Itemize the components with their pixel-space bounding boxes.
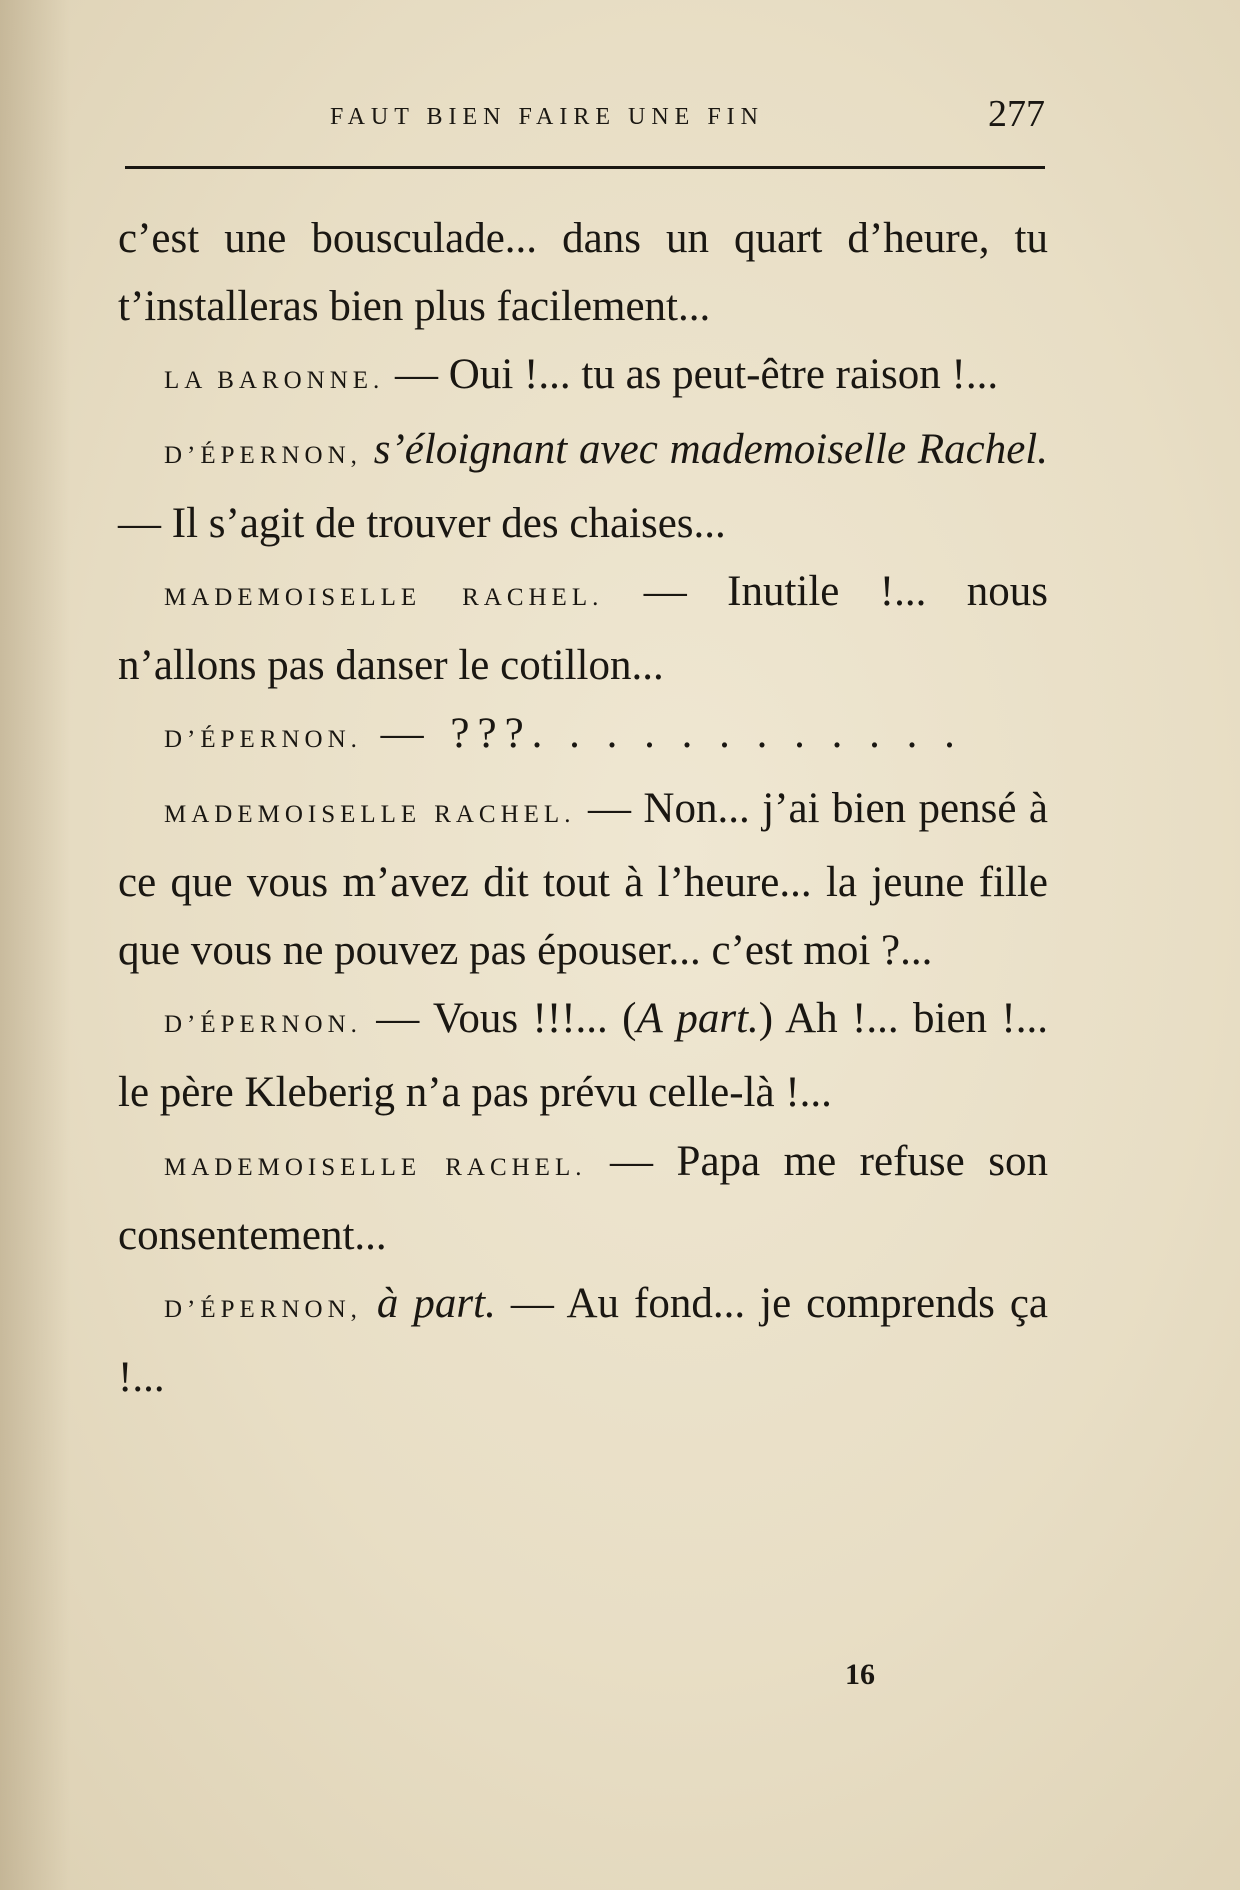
- speaker-name: MADEMOISELLE RACHEL.: [164, 800, 576, 828]
- dialogue-text: — Non... j’ai bien pensé à ce que vous m’avez dit tout à l’heure... la jeune fille que vous ne pouvez pas épouser... c’est moi ?...: [118, 784, 1048, 975]
- dialogue-baronne: [118, 341, 1048, 415]
- running-head: [125, 92, 1045, 142]
- dialogue-text: — Inutile !... nous n’allons pas danser le cotillon...: [118, 568, 1048, 690]
- dialogue-rachel-1: [118, 558, 1048, 700]
- dialogue-text: — Papa me refuse son consentement...: [118, 1137, 1048, 1259]
- page-number: 277: [988, 93, 1045, 135]
- paragraph-continued: c’est une bousculade... dans un quart d’heure, tu t’installeras bien plus facilement...: [118, 215, 1048, 331]
- dialogue-text: — Oui !... tu as peut-être raison !...: [384, 351, 999, 399]
- header-rule: [125, 166, 1045, 169]
- dialogue-epernon-3: [118, 985, 1048, 1127]
- speaker-name: D’ÉPERNON,: [164, 441, 362, 469]
- dialogue-rachel-2: [118, 775, 1048, 986]
- dialogue-text: — ???. . . . . . . . . . . .: [361, 710, 963, 758]
- gutter-shadow: [0, 0, 70, 1890]
- dialogue-epernon-1: [118, 416, 1048, 558]
- stage-direction: A part.: [636, 995, 759, 1043]
- dialogue-epernon-2: [118, 700, 1048, 774]
- dialogue-text: — Au fond... je comprends ça !...: [118, 1280, 1048, 1402]
- speaker-name: LA BARONNE.: [164, 367, 385, 395]
- speaker-name: MADEMOISELLE RACHEL.: [164, 1153, 587, 1181]
- dialogue-text: ) Ah !... bien !... le père Kleberig n’a pas prévu celle-là !...: [118, 995, 1049, 1117]
- dialogue-text: — Il s’agit de trouver des chaises...: [118, 499, 726, 547]
- speaker-name: D’ÉPERNON.: [164, 1011, 362, 1039]
- dialogue-rachel-3: [118, 1128, 1048, 1270]
- dialogue-epernon-4: [118, 1270, 1048, 1412]
- main-text: [118, 205, 1048, 1412]
- stage-direction: à part.: [361, 1280, 496, 1328]
- speaker-name: MADEMOISELLE RACHEL.: [164, 584, 604, 612]
- speaker-name: D’ÉPERNON.: [164, 726, 362, 754]
- stage-direction: s’éloignant avec mademoiselle Rachel.: [361, 425, 1048, 473]
- signature-mark: 16: [845, 1658, 875, 1691]
- speaker-name: D’ÉPERNON,: [164, 1296, 362, 1324]
- running-title: FAUT BIEN FAIRE UNE FIN: [330, 104, 765, 130]
- dialogue-text: — Vous !!!... (: [361, 995, 637, 1043]
